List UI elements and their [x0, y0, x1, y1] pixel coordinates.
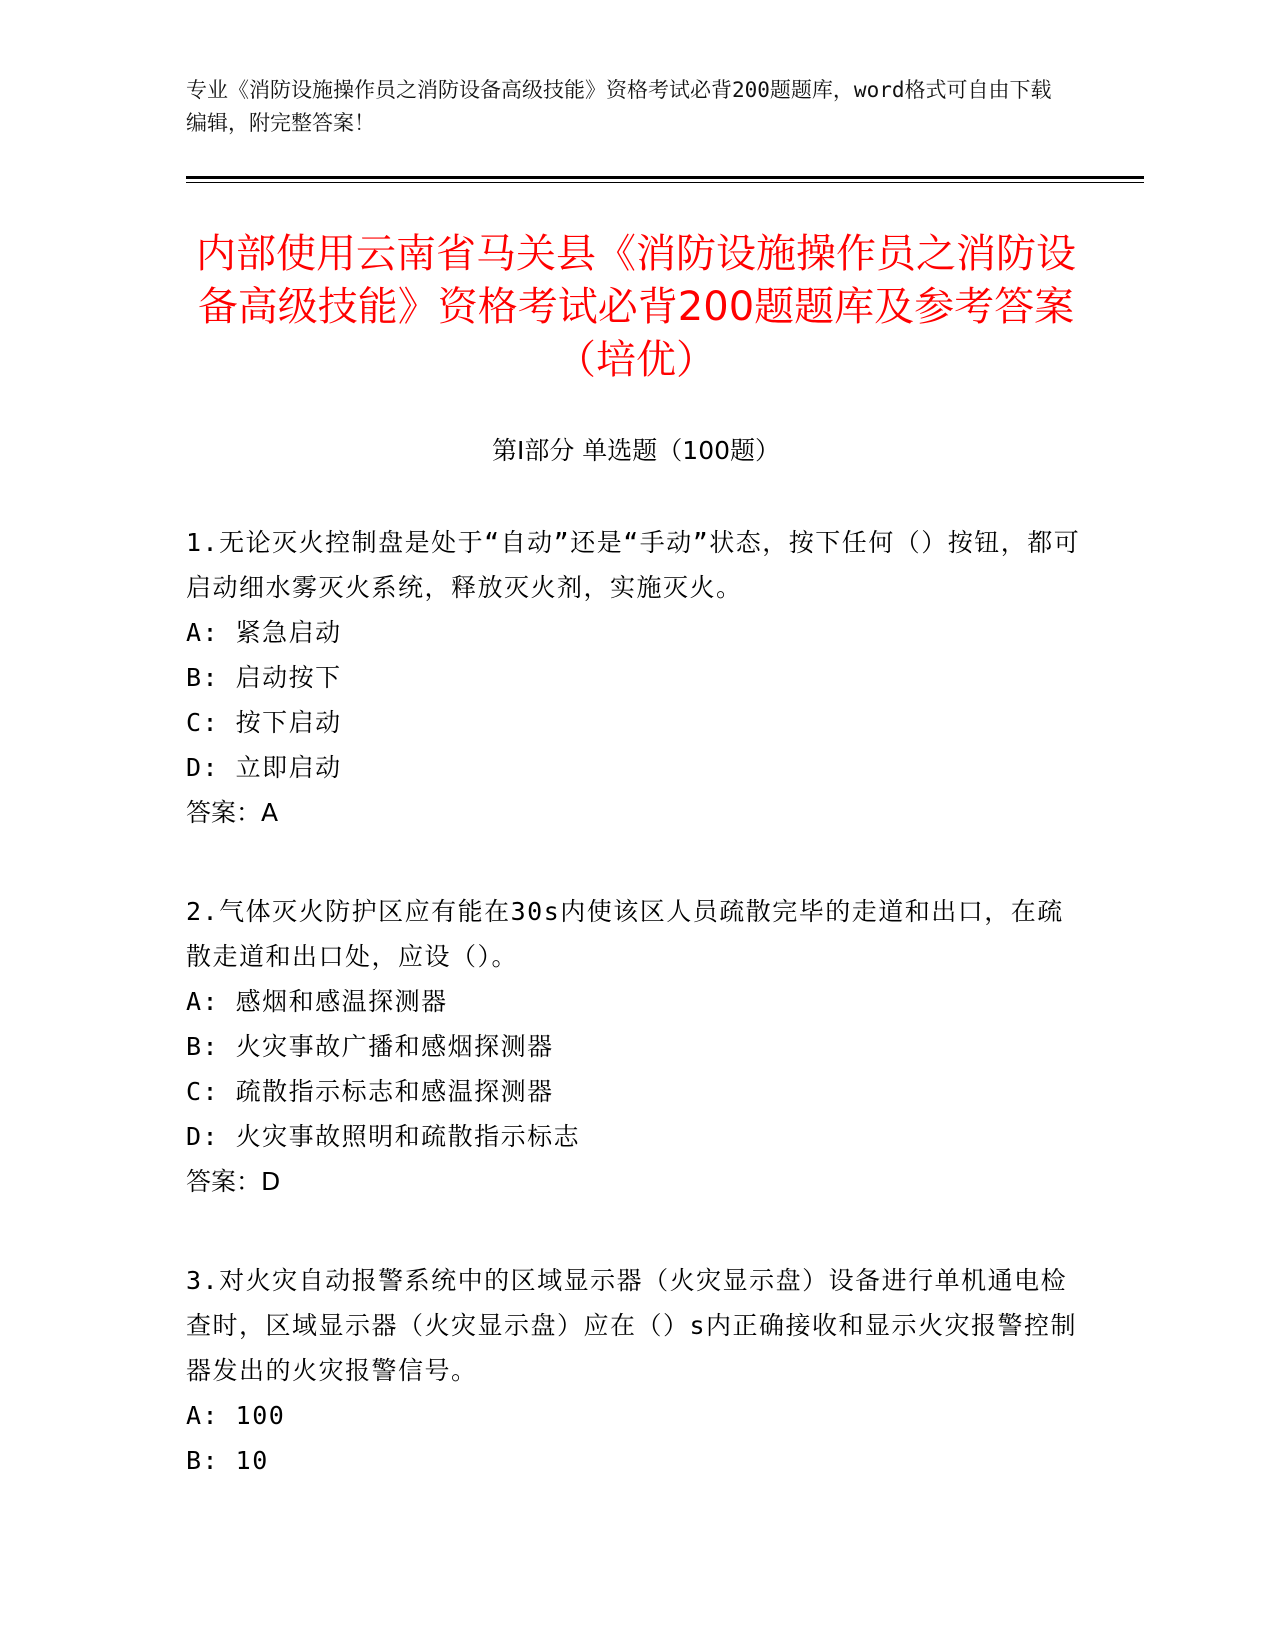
section-heading: 第I部分 单选题（100题）: [491, 436, 781, 465]
question-stem: 3.对火灾自动报警系统中的区域显示器（火灾显示盘）设备进行单机通电检查时，区域显示器（火灾显示盘）应在（）s内正确接收和显示火灾报警控制器发出的火灾报警信号。: [186, 1266, 1078, 1385]
option-a: A: 100: [186, 1401, 286, 1430]
option-d: D: 立即启动: [186, 753, 342, 782]
question-list: [186, 520, 1086, 1537]
option-c: C: 疏散指示标志和感温探测器: [186, 1077, 554, 1106]
option-b: B: 启动按下: [186, 663, 342, 692]
option-b: B: 火灾事故广播和感烟探测器: [186, 1032, 554, 1061]
option-b: B: 10: [186, 1446, 269, 1475]
question-3: [186, 1258, 1086, 1483]
option-a: A: 紧急启动: [186, 618, 342, 647]
option-c: C: 按下启动: [186, 708, 342, 737]
question-2: [186, 889, 1086, 1204]
question-stem: 2.气体灭火防护区应有能在30s内使该区人员疏散完毕的走道和出口，在疏散走道和出口处，应设（）。: [186, 897, 1064, 971]
header-divider-thick: [186, 176, 1144, 179]
document-title: 内部使用云南省马关县《消防设施操作员之消防设备高级技能》资格考试必背200题题库及参考答案（培优）: [196, 231, 1076, 383]
question-1: [186, 520, 1086, 835]
option-d: D: 火灾事故照明和疏散指示标志: [186, 1122, 581, 1151]
header-divider-thin: [186, 182, 1144, 183]
question-stem: 1.无论灭火控制盘是处于“自动”还是“手动”状态，按下任何（）按钮，都可启动细水雾灭火系统，释放灭火剂，实施灭火。: [186, 528, 1081, 602]
answer: 答案：A: [186, 798, 279, 827]
answer: 答案：D: [186, 1167, 281, 1196]
option-a: A: 感烟和感温探测器: [186, 987, 448, 1016]
header-note: 专业《消防设施操作员之消防设备高级技能》资格考试必背200题题库，word格式可自由下载编辑，附完整答案！: [186, 78, 1052, 135]
